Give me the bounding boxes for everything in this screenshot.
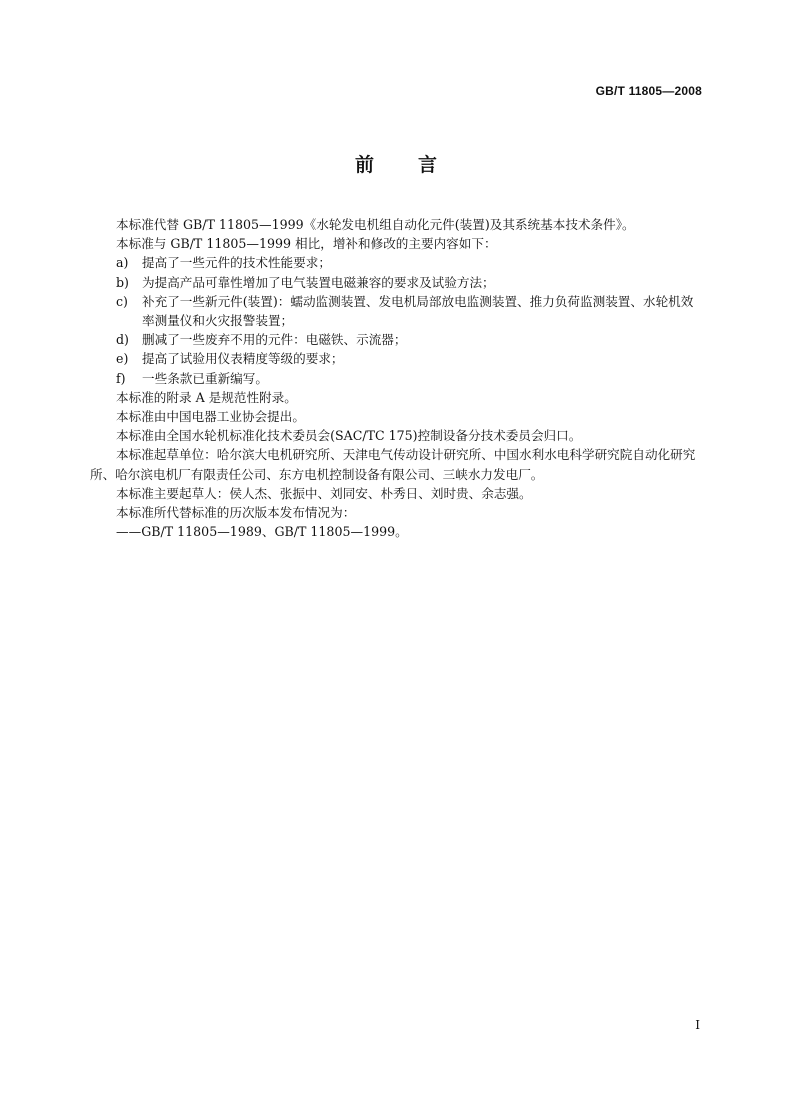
list-item-text: 为提高产品可靠性增加了电气装置电磁兼容的要求及试验方法； [142, 274, 495, 290]
paragraph: 本标准所代替标准的历次版本发布情况为： [116, 505, 356, 521]
list-item [90, 330, 702, 349]
list-item-text: 一些条款已重新编写。 [142, 370, 268, 386]
list-item-text: 提高了试验用仪表精度等级的要求； [142, 351, 344, 367]
paragraph: 本标准代替 GB/T 11805—1999《水轮发电机组自动化元件(装置)及其系统基本技术条件》。 [116, 217, 635, 232]
paragraph: 本标准与 GB/T 11805—1999 相比，增补和修改的主要内容如下： [116, 236, 497, 252]
list-item [90, 253, 702, 272]
list-item-text: 补充了一些新元件(装置)：蠕动监测装置、发电机局部放电监测装置、推力负荷监测装置、水轮机效率测量仪和火灾报警装置； [142, 293, 694, 329]
list-item [90, 349, 702, 368]
paragraph: 本标准的附录 A 是规范性附录。 [116, 389, 297, 405]
list-item-text: 提高了一些元件的技术性能要求； [142, 255, 331, 271]
standard-code-header: GB/T 11805—2008 [595, 84, 702, 98]
list-item-mark: a) [116, 255, 129, 271]
list-item [90, 369, 702, 388]
paragraph: 本标准由全国水轮机标准化技术委员会(SAC/TC 175)控制设备分技术委员会归口。 [116, 428, 582, 444]
list-item-mark: c) [116, 293, 128, 309]
paragraph: 本标准主要起草人：侯人杰、张振中、刘同安、朴秀日、刘时贵、余志强。 [116, 485, 532, 501]
list-item-mark: f) [116, 370, 126, 386]
list-item-text: 删减了一些废弃不用的元件：电磁铁、示流器； [142, 332, 407, 348]
page-title: 前言 [354, 154, 481, 176]
paragraph: 本标准由中国电器工业协会提出。 [116, 409, 305, 425]
foreword-body [90, 215, 702, 541]
list-item-mark: d) [116, 332, 129, 348]
list-item-mark: b) [116, 274, 129, 290]
list-item-mark: e) [116, 351, 129, 367]
list-item [90, 292, 702, 330]
page-number: I [695, 1018, 700, 1032]
paragraph: 本标准起草单位：哈尔滨大电机研究所、天津电气传动设计研究所、中国水利水电科学研究院自动化研究所、哈尔滨电机厂有限责任公司、东方电机控制设备有限公司、三峡水力发电厂。 [90, 447, 696, 482]
list-item [90, 273, 702, 292]
paragraph: ——GB/T 11805—1989、GB/T 11805—1999。 [116, 524, 408, 540]
